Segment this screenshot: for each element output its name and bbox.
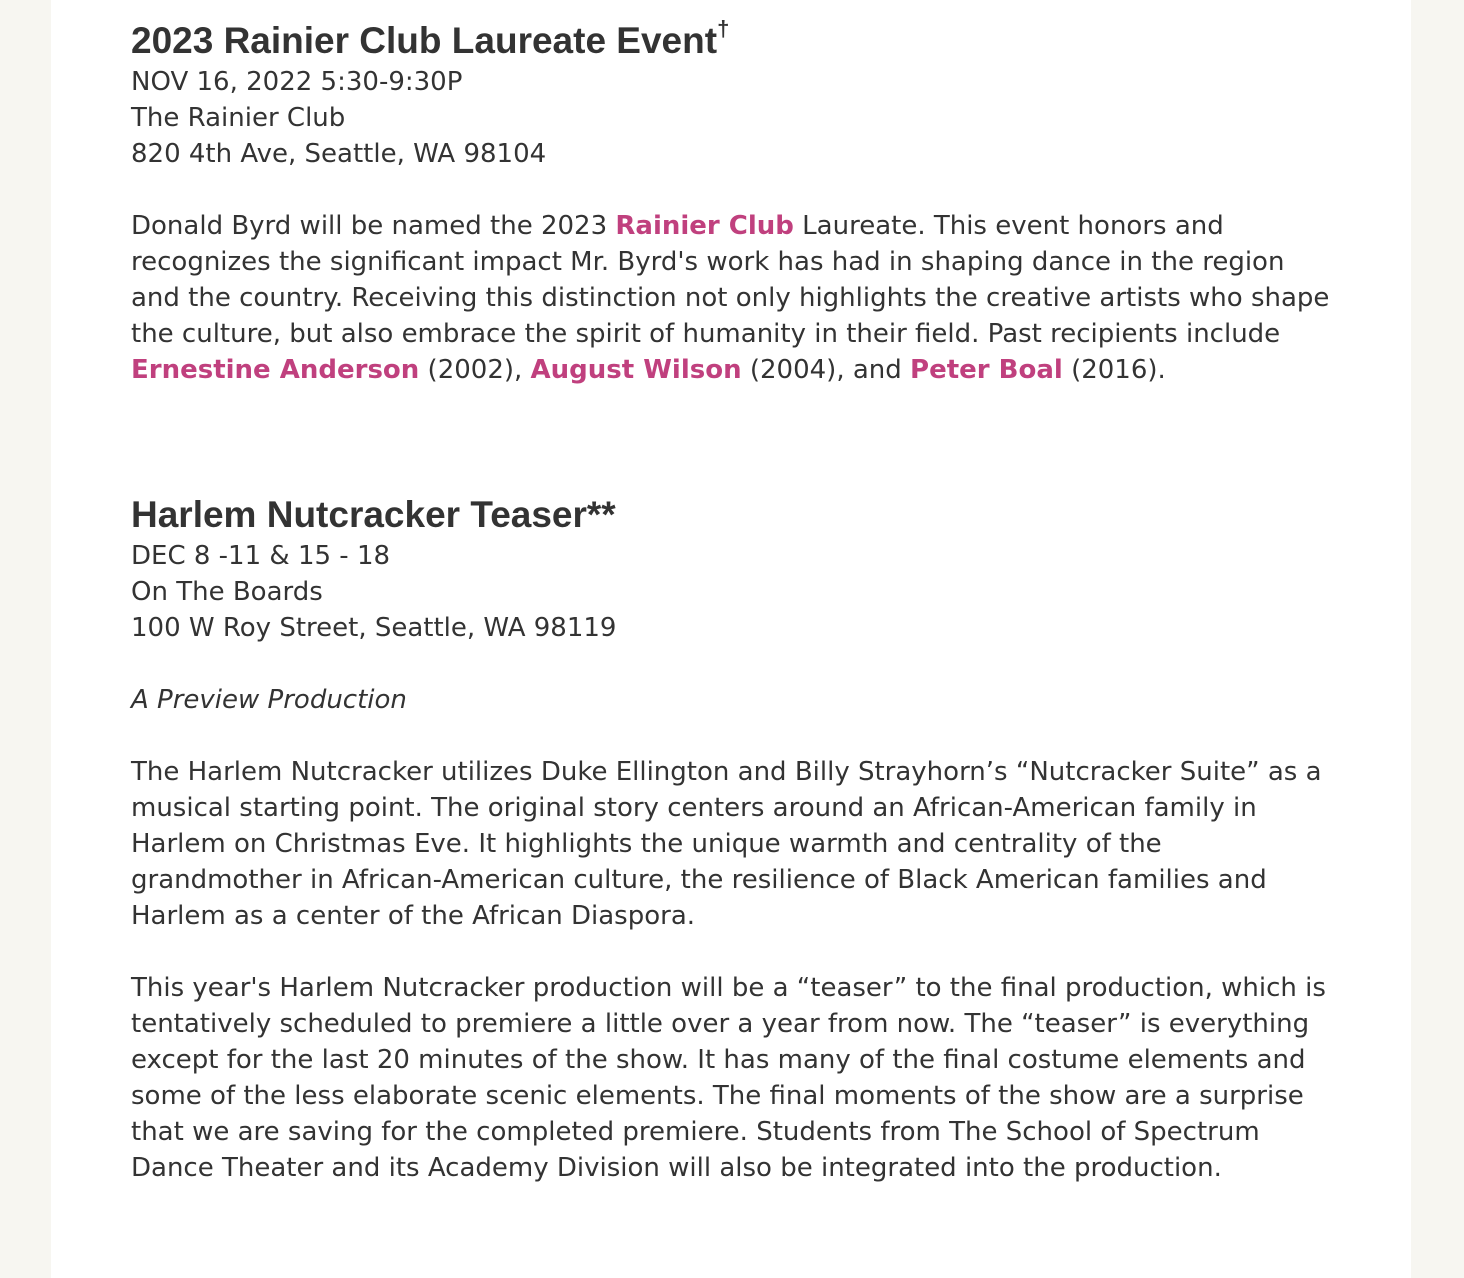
event-harlem-nutcracker [131, 492, 1331, 1186]
event-rainier-club [131, 15, 1331, 388]
event-description: The Harlem Nutcracker utilizes Duke Ellington and Billy Strayhorn’s “Nutcracker Suite” as a musical starting point. The original story centers around an African-American family in Harlem on Christmas Eve. It highlights the unique warmth and centrality of the grandmother in African-American culture, the resilience of Black American families and Harlem as a center of the African Diaspora. [131, 757, 1322, 931]
description-text: (2016). [1062, 355, 1166, 385]
event-address: 100 W Roy Street, Seattle, WA 98119 [131, 613, 617, 643]
event-venue: On The Boards [131, 577, 323, 607]
description-text: (2004), and [741, 355, 911, 385]
events-content [131, 15, 1331, 1186]
event-venue: The Rainier Club [131, 103, 346, 133]
event-date: NOV 16, 2022 5:30-9:30P [131, 67, 463, 97]
rainier-club-link[interactable]: Rainier Club [615, 211, 794, 241]
event-title [131, 15, 1331, 64]
description-text: Donald Byrd will be named the 2023 [131, 211, 616, 241]
description-text: Laureate. This event honors and recognizes the significant impact Mr. Byrd's work has had in shaping dance in the region and the country. Receiving this distinction not only highlights the creative artists who shape the culture, but also embrace the spirit of humanity in their field. Past recipients include [131, 211, 1330, 349]
august-wilson-link[interactable]: August Wilson [530, 355, 742, 385]
event-title-text: 2023 Rainier Club Laureate Event [131, 20, 718, 61]
content-panel [51, 0, 1411, 1278]
event-date: DEC 8 -11 & 15 - 18 [131, 541, 391, 571]
dagger-mark: † [717, 15, 730, 41]
ernestine-anderson-link[interactable]: Ernestine Anderson [131, 355, 420, 385]
event-subtitle: A Preview Production [131, 685, 407, 715]
description-text: (2002), [419, 355, 531, 385]
event-description-2: This year's Harlem Nutcracker production will be a “teaser” to the final production, which is tentatively scheduled to premiere a little over a year from now. The “teaser” is everything except for the last 20 minutes of the show. It has many of the final costume elements and some of the less elaborate scenic elements. The final moments of the show are a surprise that we are saving for the completed premiere. Students from The School of Spectrum Dance Theater and its Academy Division will also be integrated into the production. [131, 973, 1326, 1183]
event-address: 820 4th Ave, Seattle, WA 98104 [131, 139, 547, 169]
event-title: Harlem Nutcracker Teaser** [131, 494, 616, 535]
peter-boal-link[interactable]: Peter Boal [910, 355, 1063, 385]
event-description [131, 208, 1331, 388]
